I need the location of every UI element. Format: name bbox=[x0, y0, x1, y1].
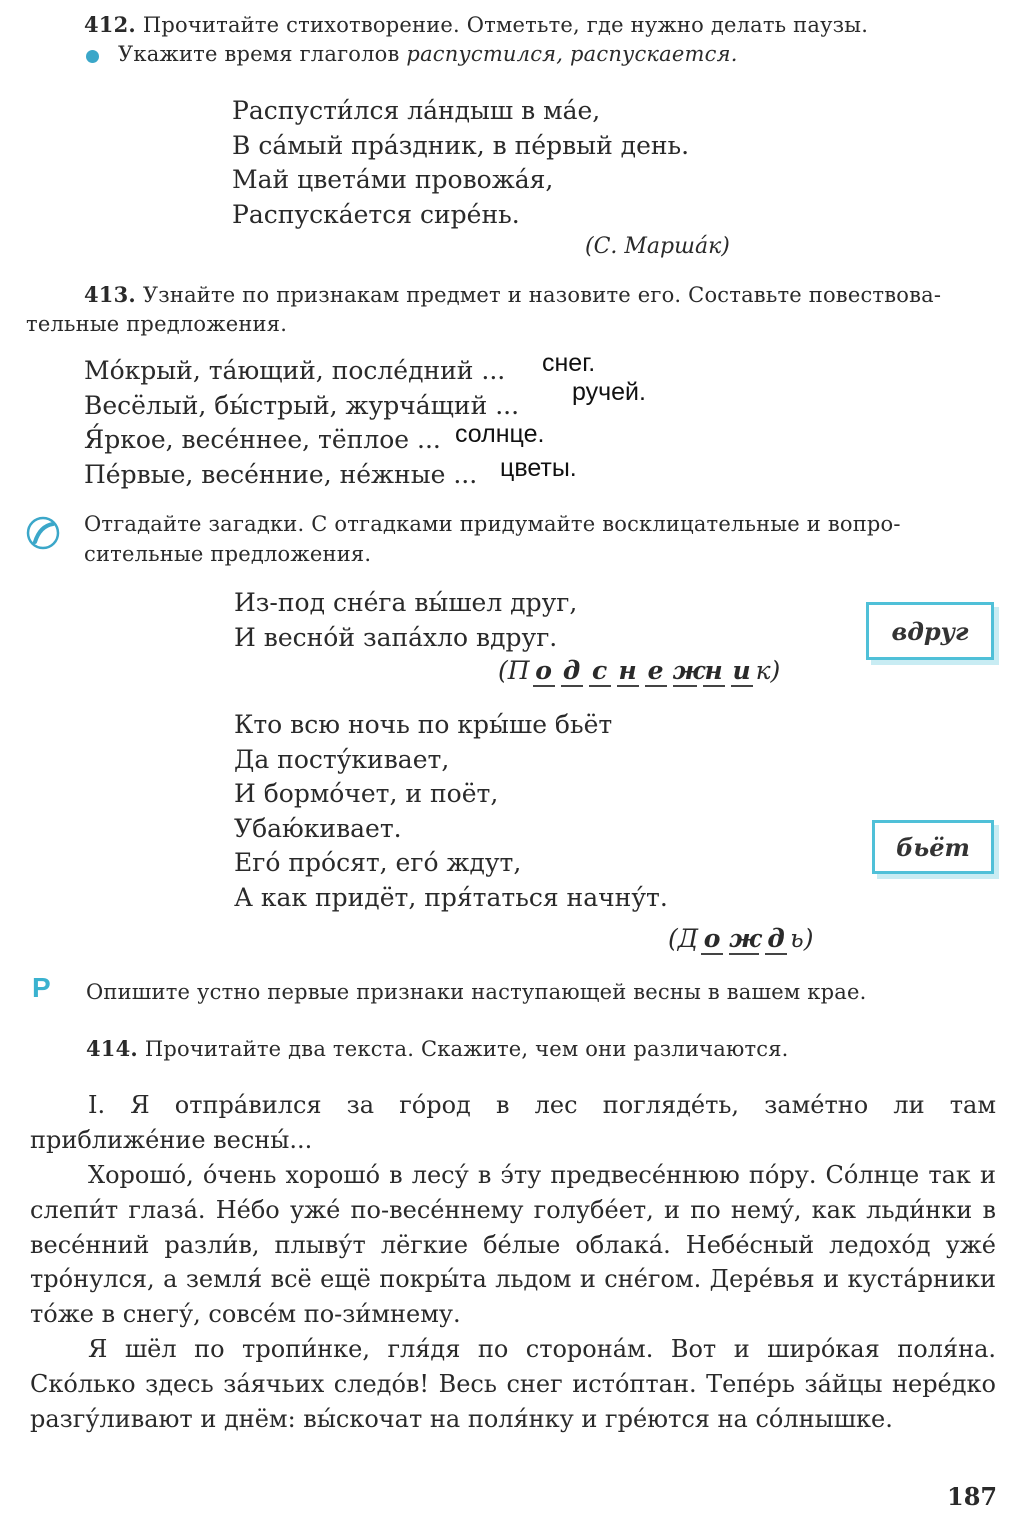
ex414-task-text: Прочитайте два текста. Скажите, чем они различаются. bbox=[144, 1037, 789, 1061]
ex414-number: 414. bbox=[86, 1036, 138, 1061]
letter-gap: о bbox=[533, 656, 555, 687]
ex412-subtask bbox=[118, 42, 738, 66]
ex412-poem bbox=[232, 94, 689, 232]
answer-open: (П bbox=[498, 656, 530, 685]
riddle-task-line2: сительные предложения. bbox=[84, 542, 372, 566]
riddle-line: Из-под сне́га вы́шел друг, bbox=[234, 588, 578, 617]
speech-p-icon: P bbox=[32, 972, 51, 1003]
ex413-task-line1: Узнайте по признакам предмет и назовите его. Составьте повествова- bbox=[142, 283, 942, 307]
ex414-paragraph: Хорошо́, о́чень хорошо́ в лесу́ в э́ту предвесе́ннюю по́ру. Со́лнце так и слепи́т глаза́. Не́бо уже́ по-весе́ннему голубе́ет, и по нему́, как льди́нки в весе́нний разли́в, плыву́т лёгкие бе́лые облака́. Небе́сный ледохо́д уже́ тро́нулся, а земля́ всё ещё покры́та льдом и сне́гом. Дере́вья и куста́рники то́же в снегу́, совсе́м по-зи́мнему. bbox=[30, 1161, 996, 1329]
poem-line: Распуска́ется сире́нь. bbox=[232, 199, 520, 229]
riddle2 bbox=[234, 708, 668, 916]
riddle-task-line1: Отгадайте загадки. С отгадками придумайте восклицательные и вопро- bbox=[84, 512, 901, 536]
clue-line: Пе́рвые, весе́нние, не́жные ... bbox=[84, 459, 478, 489]
letter-gap: и bbox=[732, 656, 751, 685]
ex413-task-line2: тельные предложения. bbox=[26, 312, 288, 336]
page-number: 187 bbox=[947, 1482, 998, 1511]
riddle-line: А как придёт, пря́таться начну́т. bbox=[234, 882, 668, 912]
ex412-subtask-text: Укажите время глаголов bbox=[118, 42, 400, 66]
riddle-line: Да посту́кивает, bbox=[234, 744, 450, 774]
answer-text: снег. bbox=[542, 349, 596, 377]
ex414-paragraph: Я шёл по тропи́нке, гля́дя по сторона́м. Вот и широ́кая поля́на. Ско́лько здесь за́ячьих следо́в! Весь снег исто́птан. Тепе́рь за́йцы нере́дко разгу́ливают и днём: вы́скочат на поля́нку и гре́ются на со́лнышке. bbox=[30, 1335, 996, 1433]
speech-task: Опишите устно первые признаки наступающей весны в вашем крае. bbox=[86, 980, 867, 1004]
ex412-subtask-words: распустился, распускается. bbox=[406, 42, 738, 66]
riddle-line: Его́ про́сят, его́ ждут, bbox=[234, 848, 522, 878]
poem-line: В са́мый пра́здник, в пе́рвый день. bbox=[232, 130, 690, 160]
word-box: вдруг bbox=[866, 602, 994, 660]
ex412-number: 412. bbox=[84, 12, 136, 37]
letter-gap: с bbox=[589, 656, 611, 687]
ex414-paragraph: I. Я отпра́вился за го́род в лес погляде́ть, заме́тно ли там приближе́ние весны́... bbox=[30, 1091, 996, 1154]
riddle1 bbox=[234, 586, 577, 655]
letter-gap: д bbox=[765, 924, 787, 955]
ex413-number: 413. bbox=[84, 282, 136, 307]
answer-text: цветы. bbox=[500, 454, 577, 482]
letter-gap: ж bbox=[729, 924, 762, 953]
letter-gap: ж bbox=[672, 656, 706, 685]
riddle1-answer bbox=[498, 656, 780, 687]
ex412-task-text: Прочитайте стихотворение. Отметьте, где нужно делать паузы. bbox=[142, 13, 869, 37]
answer-close: ь) bbox=[790, 924, 814, 953]
letter-gap: о bbox=[701, 924, 723, 955]
letter-gap: н bbox=[704, 656, 723, 685]
ex414-task bbox=[86, 1036, 789, 1061]
answer-open: (Д bbox=[668, 924, 699, 953]
clue-line: Я́ркое, весе́ннее, тёплое ... bbox=[84, 425, 441, 455]
clue-line: Весёлый, бы́стрый, журча́щий ... bbox=[84, 390, 520, 420]
riddle-line: Убаю́кивает. bbox=[234, 813, 402, 843]
answer-close: к) bbox=[755, 656, 781, 685]
poem-line: Распусти́лся ла́ндыш в ма́е, bbox=[232, 96, 601, 125]
letter-gap: н bbox=[618, 656, 637, 685]
poem-line: Май цвета́ми провожа́я, bbox=[232, 165, 554, 195]
riddle-line: Кто всю ночь по кры́ше бьёт bbox=[234, 710, 613, 739]
riddle2-answer bbox=[668, 924, 813, 955]
ex413-task bbox=[84, 282, 941, 307]
riddle-line: И весно́й запа́хло вдруг. bbox=[234, 622, 558, 652]
answer-text: солнце. bbox=[455, 420, 545, 448]
letter-gap: д bbox=[561, 656, 583, 687]
bullet-icon bbox=[86, 50, 99, 63]
clue-line: Мо́крый, та́ющий, после́дний ... bbox=[84, 356, 506, 385]
pencil-circle-icon bbox=[26, 516, 60, 550]
letter-gap: е bbox=[645, 656, 667, 687]
ex412-task bbox=[84, 12, 868, 37]
word-box: бьёт bbox=[872, 820, 994, 874]
answer-text: ручей. bbox=[572, 378, 646, 406]
ex412-author: (С. Марша́к) bbox=[585, 234, 730, 259]
ex413-lines bbox=[84, 354, 519, 492]
riddle-line: И бормо́чет, и поёт, bbox=[234, 779, 499, 809]
